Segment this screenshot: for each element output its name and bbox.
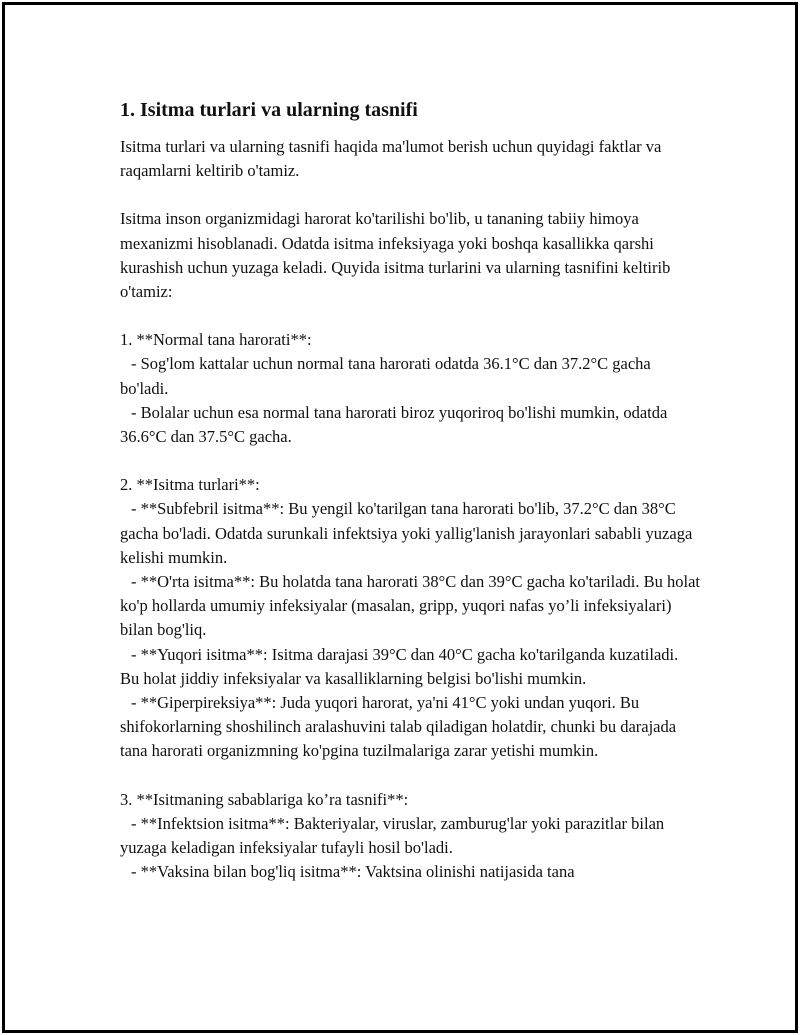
list-item: - **Vaksina bilan bog'liq isitma**: Vaktsina olinishi natijasida tana <box>131 862 575 882</box>
intro-paragraph: Isitma turlari va ularning tasnifi haqida ma'lumot berish uchun quyidagi faktlar va raqamlarni keltirib o'tamiz. <box>120 137 662 181</box>
section-fever-causes <box>120 788 700 885</box>
list-item: - **O'rta isitma**: Bu holatda tana harorati 38°C dan 39°C gacha ko'tariladi. Bu holat ko'p hollarda umumiy infeksiyalar (masalan, gripp, yuqori nafas yo’li infeksiyalari) bilan bog'liq. <box>120 572 701 640</box>
description-paragraph: Isitma inson organizmidagi harorat ko'tarilishi bo'lib, u tananing tabiiy himoya mexanizmi hisoblanadi. Odatda isitma infeksiyaga yoki boshqa kasallikka qarshi kurashish uchun yuzaga keladi. Quyida isitma turlarini va ularning tasnifini keltirib o'tamiz: <box>120 209 671 302</box>
document-title: 1. Isitma turlari va ularning tasnifi <box>120 99 418 121</box>
list-item: - Sog'lom kattalar uchun normal tana harorati odatda 36.1°C dan 37.2°C gacha bo'ladi. <box>120 354 651 398</box>
list-item: - **Yuqori isitma**: Isitma darajasi 39°C dan 40°C gacha ko'tarilganda kuzatiladi. Bu holat jiddiy infeksiyalar va kasalliklarning belgisi bo'lishi mumkin. <box>120 644 679 688</box>
section-heading: 1. **Normal tana harorati**: <box>120 330 312 350</box>
section-heading: 2. **Isitma turlari**: <box>120 475 260 495</box>
list-item: - **Subfebril isitma**: Bu yengil ko'tarilgan tana harorati bo'lib, 37.2°C dan 38°C gacha bo'ladi. Odatda surunkali infektsiya yoki yallig'lanish jarayonlari sababli yuzaga kelishi mumkin. <box>120 499 693 567</box>
section-normal-temperature <box>120 328 700 449</box>
list-item: - **Giperpireksiya**: Juda yuqori harorat, ya'ni 41°C yoki undan yuqori. Bu shifokorlarning shoshilinch aralashuvini talab qiladigan holatdir, chunki bu darajada tana harorati organizmning ko'pgina tuzilmalariga zarar yetishi mumkin. <box>120 693 677 761</box>
list-item: - **Infektsion isitma**: Bakteriyalar, viruslar, zamburug'lar yoki parazitlar bilan yuzaga keladigan infeksiyalar tufayli hosil bo'ladi. <box>120 813 665 858</box>
section-fever-types <box>120 473 700 763</box>
page-frame <box>2 2 798 1033</box>
section-heading: 3. **Isitmaning sabablariga ko’ra tasnifi**: <box>120 789 409 809</box>
document-body <box>120 97 700 908</box>
list-item: - Bolalar uchun esa normal tana harorati biroz yuqoriroq bo'lishi mumkin, odatda 36.6°C dan 37.5°C gacha. <box>120 402 668 447</box>
